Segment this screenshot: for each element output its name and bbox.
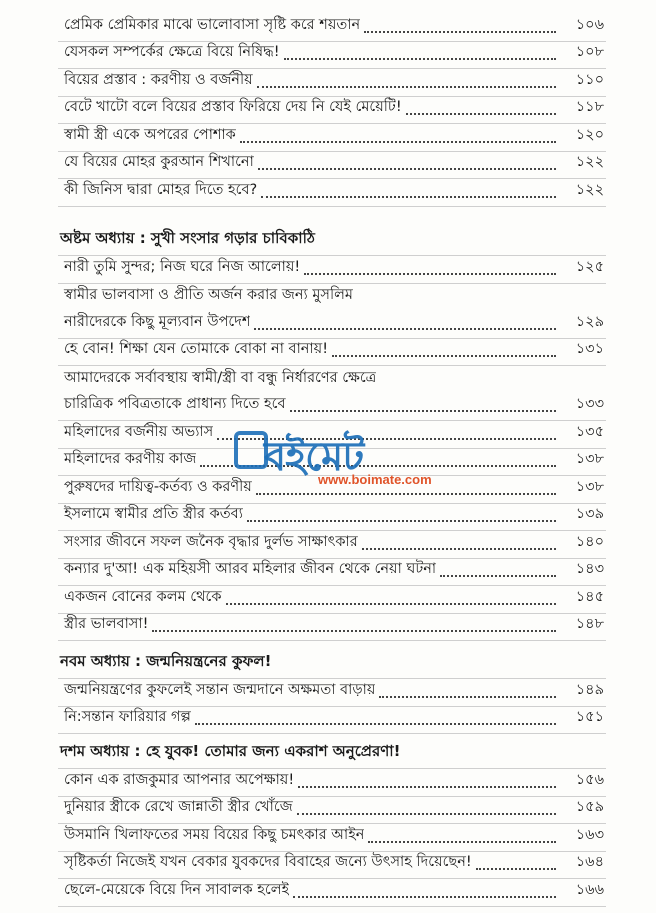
toc-entry-title: কোন এক রাজকুমার আপনার অপেক্ষায়! <box>64 771 295 788</box>
dot-leader <box>406 112 556 115</box>
toc-entry <box>58 586 606 614</box>
dot-leader <box>379 695 556 698</box>
dot-leader <box>368 840 556 843</box>
toc-entry <box>58 256 606 284</box>
toc-entry <box>58 614 606 642</box>
dot-leader <box>293 895 556 898</box>
toc-entry <box>58 124 606 152</box>
dot-leader <box>297 812 556 815</box>
toc-entry <box>58 97 606 125</box>
toc-entry-page: ১৬৩ <box>575 826 604 843</box>
toc-entry-title: কন্যার দু'আ! এক মহিয়সী আরব মহিলার জীবন থেকে নেয়া ঘটনা <box>64 561 437 577</box>
dot-leader <box>240 140 556 143</box>
dot-leader <box>476 867 556 870</box>
toc-entry-title: উসমানি খিলাফতের সময় বিয়ের কিছু চমৎকার আইন <box>64 826 365 843</box>
toc-entry-title: স্ত্রীর ভালবাসা! <box>64 616 149 632</box>
dot-leader <box>362 547 556 550</box>
toc-entry-title: দুনিয়ার স্ত্রীকে রেখে জান্নাতী স্ত্রীর খোঁজে <box>64 799 293 815</box>
watermark-url: www.boimate.com <box>318 472 432 487</box>
toc-entry-page: ১০৬ <box>575 16 604 33</box>
toc-entry <box>58 421 606 449</box>
toc-entry <box>58 504 606 532</box>
toc-entry <box>58 476 606 504</box>
dot-leader <box>247 519 556 522</box>
dot-leader <box>226 602 557 605</box>
dot-leader <box>332 354 556 357</box>
toc-entry-page: ১৩৯ <box>575 506 604 522</box>
toc-entry-title: পুরুষদের দায়িত্ব-কর্তব্য ও করণীয় <box>64 478 252 495</box>
toc-entry-title: বিয়ের প্রস্তাব : করণীয় ও বর্জনীয় <box>64 71 253 88</box>
toc-entry <box>58 769 606 797</box>
toc-entry-title: স্বামীর ভালবাসা ও প্রীতি অর্জন করার জন্য মুসলিম <box>64 287 353 303</box>
toc-entry-page: ১২৯ <box>575 313 604 330</box>
toc-entry <box>58 449 606 477</box>
toc-entry-page: ১৪৮ <box>575 616 604 632</box>
toc-entry <box>58 69 606 97</box>
toc-entry <box>58 824 606 852</box>
toc-entry <box>58 852 606 880</box>
dot-leader <box>284 57 556 60</box>
toc-entry-page: ১২২ <box>575 154 604 170</box>
toc-entry <box>58 797 606 825</box>
dot-leader <box>304 272 556 275</box>
toc-entry <box>58 707 606 735</box>
toc-entry-page: ১২২ <box>575 181 604 198</box>
toc-entry-page: ১২৫ <box>575 258 604 275</box>
toc-entry-title: সংসার জীবনে সফল জনৈক বৃদ্ধার দুর্লভ সাক্ষাৎকার <box>64 533 358 550</box>
toc-entry-title: মহিলাদের বর্জনীয় অভ্যাস <box>64 423 214 440</box>
toc-entry-title: প্রেমিক প্রেমিকার মাঝে ভালোবাসা সৃষ্টি করে শয়তান <box>64 16 361 33</box>
toc-entry-title: যে বিয়ের মোহর কুরআন শিখানো <box>64 154 254 170</box>
chapter-eight-section <box>58 230 606 641</box>
toc-entry-page: ১১৮ <box>575 99 604 115</box>
toc-entry <box>58 42 606 70</box>
watermark-logo-text: বইমেট <box>264 434 364 480</box>
toc-entry-page: ১২০ <box>575 126 604 143</box>
dot-leader <box>261 195 556 198</box>
dot-leader <box>200 464 556 467</box>
toc-entry-title: হে বোন! শিক্ষা যেন তোমাকে বোকা না বানায়! <box>64 341 329 357</box>
toc-entry-title: নারীদেরকে কিছু মূল্যবান উপদেশ <box>64 313 251 330</box>
dot-leader <box>298 785 556 788</box>
chapter-heading: দশম অধ্যায় : হে যুবক! তোমার জন্য একরাশ অনুপ্রেরণা! <box>58 743 606 769</box>
toc-entry-page: ১৩৫ <box>575 423 604 440</box>
dot-leader <box>254 327 556 330</box>
toc-entry <box>58 152 606 180</box>
toc-entry-page: ১০৮ <box>575 44 604 60</box>
dot-leader <box>290 409 556 412</box>
toc-entry-title: বেটে খাটো বলে বিয়ের প্রস্তাব ফিরিয়ে দেয় নি যেই মেয়েটি! <box>64 99 402 115</box>
toc-entry-title: নারী তুমি সুন্দর; নিজ ঘরে নিজ আলোয়! <box>64 258 301 275</box>
toc-entry-page: ১১০ <box>575 71 604 88</box>
toc-entry <box>58 559 606 587</box>
dot-leader <box>217 437 556 440</box>
toc-entry-title: যেসকল সম্পর্কের ক্ষেত্রে বিয়ে নিষিদ্ধ! <box>64 44 280 60</box>
toc-entry <box>58 879 606 907</box>
toc-entry-title: ছেলে-মেয়েকে বিয়ে দিন সাবালক হলেই <box>64 881 290 898</box>
toc-entry-page: ১৪০ <box>575 533 604 550</box>
toc-entry <box>58 179 606 207</box>
toc-entry-page: ১৩৩ <box>575 396 604 412</box>
toc-entry-title: কী জিনিস দ্বারা মোহর দিতে হবে? <box>64 181 258 198</box>
toc-entry-page: ১৬৬ <box>575 881 604 898</box>
toc-entry-page: ১৪৩ <box>575 561 604 577</box>
chapter-nine-section <box>58 653 606 734</box>
toc-entry <box>58 366 606 394</box>
toc-entry-page: ১৩৮ <box>575 478 604 495</box>
toc-entry-page: ১৪৫ <box>575 588 604 605</box>
toc-entry-page: ১৫৯ <box>575 799 604 815</box>
toc-group-continued <box>58 14 606 207</box>
toc-entry-title: চারিত্রিক পবিত্রতাকে প্রাধান্য দিতে হবে <box>64 396 286 412</box>
toc-entry <box>58 531 606 559</box>
dot-leader <box>256 492 556 495</box>
toc-entry-page: ১৫৬ <box>575 771 604 788</box>
toc-entry-title: নি:সন্তান ফারিয়ার গল্প <box>64 709 191 725</box>
toc-entry <box>58 394 606 422</box>
toc-entry-title: সৃষ্টিকর্তা নিজেই যখন বেকার যুবকদের বিবাহের জন্যে উৎসাহ দিয়েছেন! <box>64 854 472 870</box>
toc-entry-title: আমাদেরকে সর্বাবস্থায় স্বামী/স্ত্রী বা বন্ধু নির্ধারণের ক্ষেত্রে <box>64 369 377 386</box>
chapter-heading: অষ্টম অধ্যায় : সুখী সংসার গড়ার চাবিকাঠি <box>58 230 606 256</box>
toc-entry-page: ১৩১ <box>575 341 604 357</box>
toc-entry-title: জন্মনিয়ন্ত্রণের কুফলেই সন্তান জন্মদানে অক্ষমতা বাড়ায় <box>64 681 376 698</box>
toc-entry <box>58 311 606 339</box>
toc-entry-page: ১৫১ <box>575 709 604 725</box>
toc-entry-title: ইসলামে স্বামীর প্রতি স্ত্রীর কর্তব্য <box>64 506 243 522</box>
chapter-heading: নবম অধ্যায় : জন্মনিয়ন্ত্রনের কুফল! <box>58 653 606 679</box>
toc-entry-page: ১৩৮ <box>575 451 604 467</box>
toc-entry-title: স্বামী স্ত্রী একে অপরের পোশাক <box>64 126 236 143</box>
toc-entry-page: ১৬৪ <box>575 854 604 870</box>
dot-leader <box>258 167 556 170</box>
toc-entry-title: একজন বোনের কলম থেকে <box>64 588 222 605</box>
dot-leader <box>364 30 556 33</box>
dot-leader <box>152 629 556 632</box>
toc-entry <box>58 339 606 367</box>
toc-entry <box>58 679 606 707</box>
toc-entry-page: ১৪৯ <box>575 681 604 698</box>
dot-leader <box>195 722 556 725</box>
toc-entry-title: মহিলাদের করণীয় কাজ <box>64 451 197 467</box>
dot-leader <box>440 574 556 577</box>
toc-entry <box>58 14 606 42</box>
chapter-ten-section <box>58 743 606 907</box>
toc-entry <box>58 284 606 312</box>
dot-leader <box>257 85 556 88</box>
